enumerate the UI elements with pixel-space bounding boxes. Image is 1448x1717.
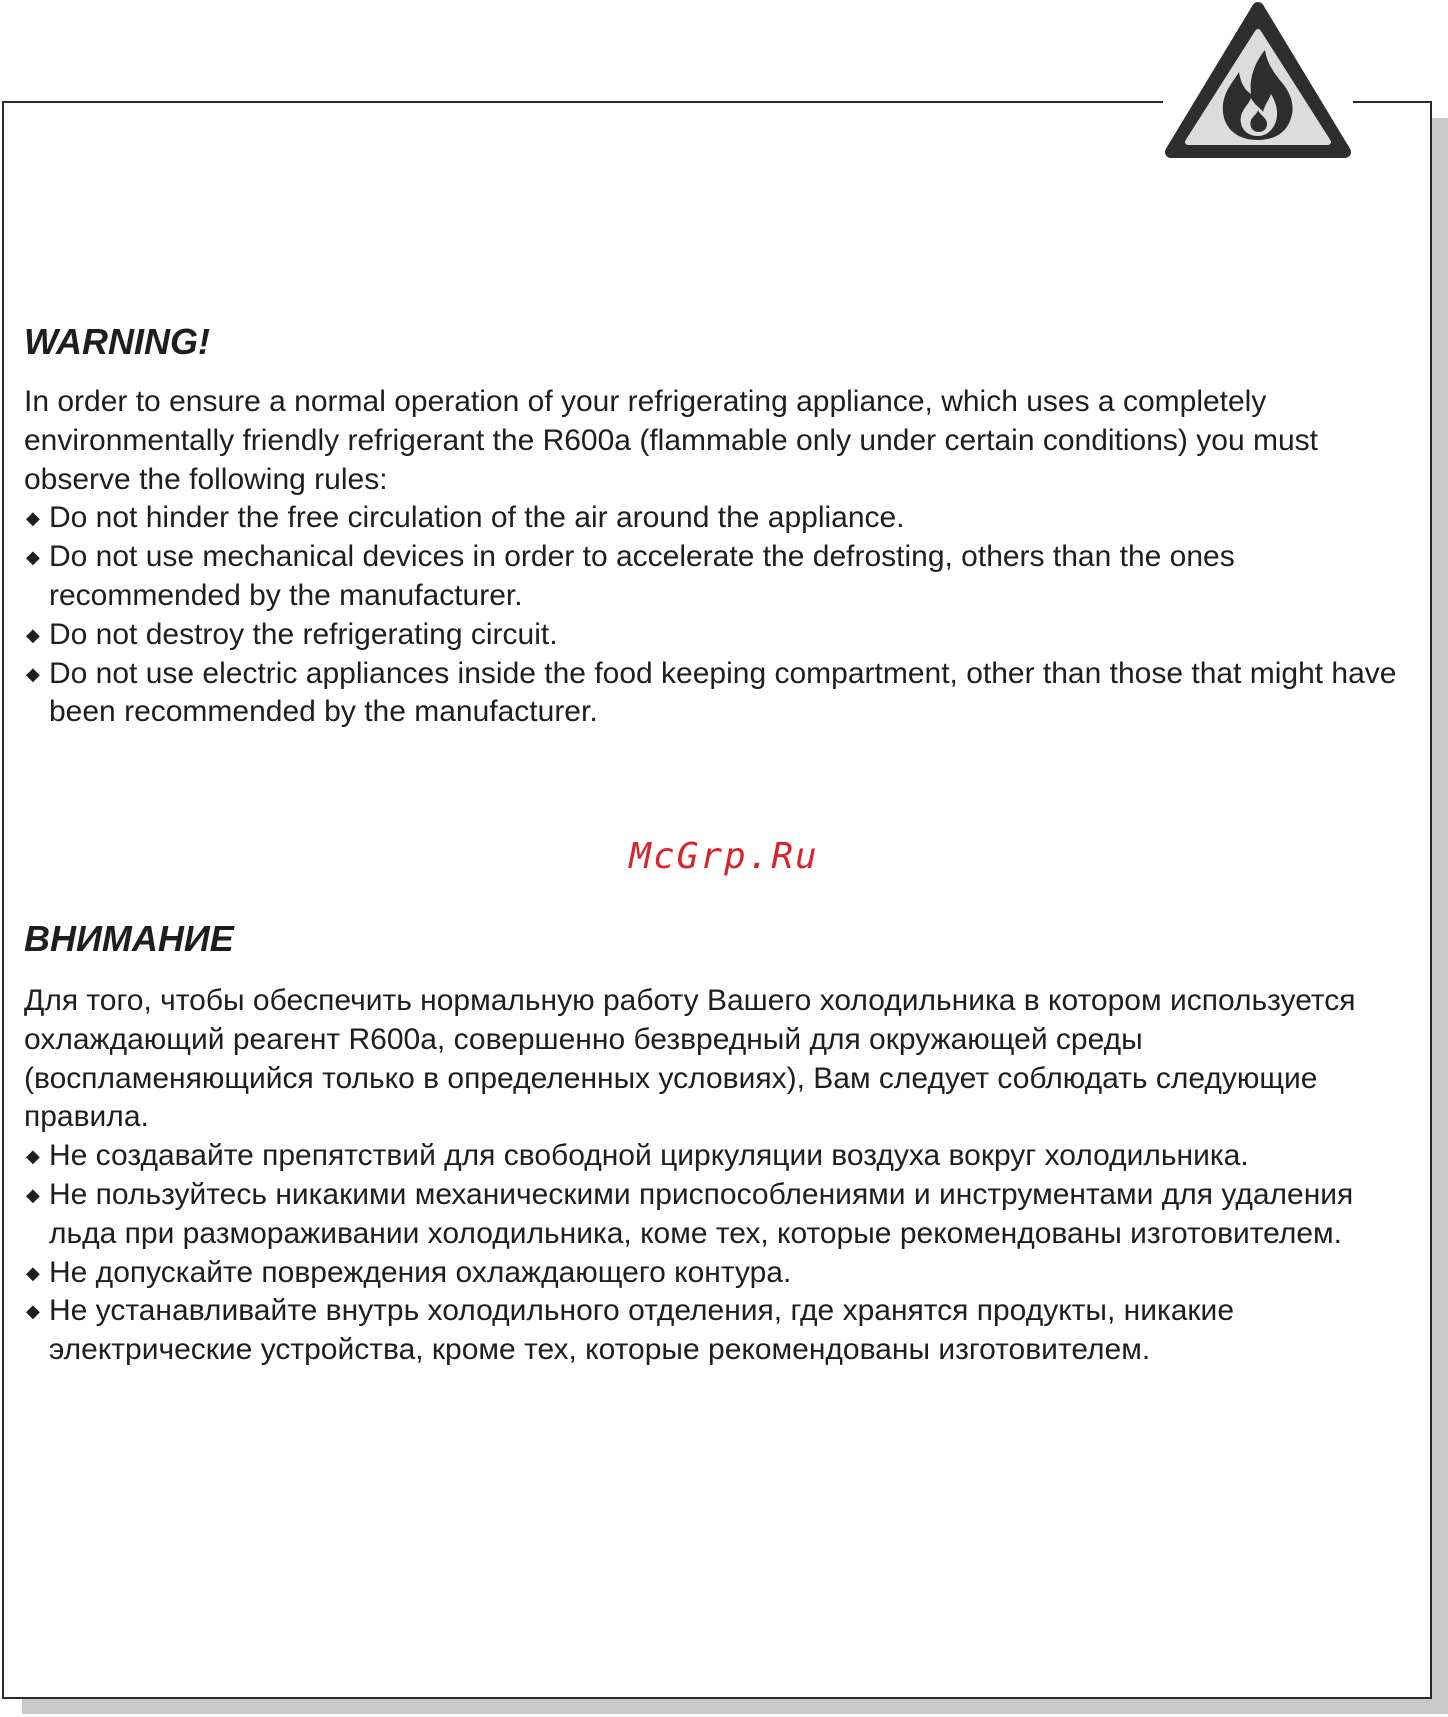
- diamond-bullet-icon: ◆: [26, 1301, 40, 1322]
- list-item: ◆ Do not hinder the free circulation of the air around the appliance.: [24, 499, 1414, 538]
- list-item: ◆ Do not use mechanical devices in order to accelerate the defrosting, others than the ones recommended by the manufacturer.: [26, 540, 1235, 612]
- diamond-bullet-icon: ◆: [26, 1146, 40, 1167]
- list-item: ◆ Не допускайте повреждения охлаждающего контура.: [24, 1254, 1414, 1293]
- list-item: ◆ Do not use electric appliances inside the food keeping compartment, other than those that might have been recommended by the manufacturer.: [26, 656, 1397, 729]
- diamond-bullet-icon: ◆: [26, 1184, 40, 1205]
- list-item: ◆ Не устанавливайте внутрь холодильного отделения, где хранятся продукты, никакие электрические устройства, кроме тех, которые рекомендованы изготовителем.: [26, 1294, 1234, 1367]
- english-heading: WARNING!: [24, 321, 210, 362]
- russian-intro: Для того, чтобы обеспечить нормальную работу Вашего холодильника в котором используется охлаждающий реагент R600a, совершенно безвредный для окружающей среды (воспламеняющийся только в определенных условиях), Вам следует соблюдать следующие правила.: [24, 984, 1356, 1134]
- list-item: ◆ Не создавайте препятствий для свободной циркуляции воздуха вокруг холодильника.: [24, 1137, 1414, 1176]
- diamond-bullet-icon: ◆: [26, 508, 40, 529]
- list-item: ◆ Do not destroy the refrigerating circuit.: [24, 616, 1414, 655]
- diamond-bullet-icon: ◆: [26, 663, 40, 684]
- diamond-bullet-icon: ◆: [26, 547, 40, 568]
- flammable-warning-icon: [1163, 0, 1353, 164]
- russian-heading: ВНИМАНИЕ: [24, 918, 234, 959]
- english-rules-list: [24, 499, 1414, 732]
- russian-section: [24, 917, 1414, 1370]
- watermark: McGrp.Ru: [629, 836, 819, 877]
- russian-rules-list: [24, 1137, 1414, 1370]
- english-section: [24, 320, 1414, 732]
- english-intro: In order to ensure a normal operation of your refrigerating appliance, which uses a completely environmentally friendly refrigerant the R600a (flammable only under certain conditions) you must observe the following rules:: [24, 385, 1318, 496]
- diamond-bullet-icon: ◆: [26, 624, 40, 645]
- diamond-bullet-icon: ◆: [26, 1262, 40, 1283]
- list-item: ◆ Не пользуйтесь никакими механическими приспособлениями и инструментами для удаления льда при размораживании холодильника, коме тех, которые рекомендованы изготовителем.: [26, 1177, 1354, 1250]
